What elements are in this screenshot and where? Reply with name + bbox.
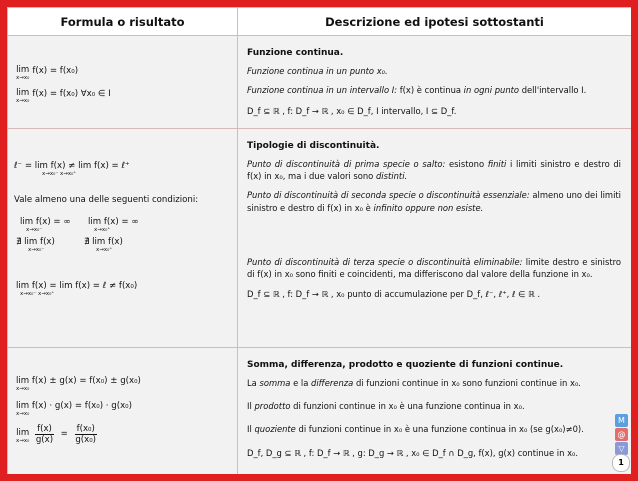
section-title: Somma, differenza, prodotto e quoziente di funzioni continue.	[247, 360, 564, 370]
formula-table	[7, 7, 631, 474]
formula-sum: lim f(x) ± g(x) = f(x₀) ± g(x₀) x→x₀	[16, 376, 141, 392]
formula-cell	[8, 129, 238, 348]
section-title: Funzione continua.	[247, 48, 344, 58]
download-icon[interactable]: ▽	[615, 442, 628, 455]
formula-cell	[8, 348, 238, 475]
formula-infinite-left: lim f(x) = ∞ x→x₀⁻	[20, 217, 71, 233]
description-cell	[238, 129, 632, 348]
formula-nonexistent-left: ∄ lim f(x) x→x₀⁻	[16, 237, 55, 253]
table-row	[8, 129, 632, 348]
hypotheses-text: D_f, D_g ⊆ ℝ , f: D_f → ℝ , g: D_g → ℝ , x₀ ∈ D_f ∩ D_g, f(x), g(x) continue in x₀.	[247, 447, 579, 458]
formula-jump: ℓ⁻ = lim f(x) ≠ lim f(x) = ℓ⁺ x→x₀⁻ x→x₀⁺	[14, 161, 130, 177]
description-cell	[238, 348, 632, 475]
mail-button[interactable]: M	[615, 414, 628, 427]
description-text: Funzione continua in un intervallo I: f(x) è continua in ogni punto dell'intervallo I.	[247, 85, 587, 96]
formula-removable: lim f(x) = lim f(x) = ℓ ≠ f(x₀) x→x₀⁻ x→x₀⁺	[16, 281, 138, 297]
formula-limit-point: lim x→x₀ f(x) = f(x₀)	[16, 65, 79, 81]
table-row	[8, 36, 632, 129]
condition-label: Vale almeno una delle seguenti condizioni:	[14, 195, 199, 205]
description-text: Il prodotto di funzioni continue in x₀ è una funzione continua in x₀.	[247, 401, 525, 412]
formula-quotient: lim x→x₀ $\frac{f(x)}{g(x)}$ = $\frac{\text{f(x₀)}}{\text{g(x₀)}}$	[16, 424, 97, 445]
formula-nonexistent-right: ∄ lim f(x) x→x₀⁺	[84, 237, 123, 253]
formula-infinite-right: lim f(x) = ∞ x→x₀⁺	[88, 217, 139, 233]
description-text: Punto di discontinuità di prima specie o salto: esistono finiti i limiti sinistro e destro di f(x) in x₀, ma i due valori sono distinti.	[247, 159, 621, 182]
description-text: La somma e la differenza di funzioni continue in x₀ sono funzioni continue in x₀.	[247, 378, 581, 388]
hypotheses-text: D_f ⊆ ℝ , f: D_f → ℝ , x₀ punto di accumulazione per D_f, ℓ⁻, ℓ⁺, ℓ ∈ ℝ .	[247, 289, 540, 300]
column-header-description: Descrizione ed ipotesi sottostanti	[238, 8, 632, 36]
formula-cell	[8, 36, 238, 129]
formula-limit-interval: lim x→x₀ f(x) = f(x₀) ∀x₀ ∈ I	[16, 88, 111, 104]
column-header-formula: Formula o risultato	[8, 8, 238, 36]
description-text: Funzione continua in un punto x₀.	[247, 66, 388, 76]
page-number-badge: 1	[612, 454, 630, 472]
section-title: Tipologie di discontinuità.	[247, 141, 380, 151]
description-text: Punto di discontinuità di terza specie o discontinuità eliminabile: limite destro e sinistro di f(x) in x₀ sono finiti e coincidenti, ma differiscono dal valore della funzione in x₀.	[247, 256, 622, 279]
page-frame	[7, 7, 631, 474]
description-cell	[238, 36, 632, 129]
description-text: Punto di discontinuità di seconda specie o discontinuità essenziale: almeno uno dei limiti sinistro e destro di f(x) in x₀ è infinito oppure non esiste.	[247, 190, 622, 213]
table-row	[8, 348, 632, 475]
formula-product: lim f(x) · g(x) = f(x₀) · g(x₀) x→x₀	[16, 401, 132, 417]
table-header-row	[8, 8, 632, 36]
hypotheses-text: D_f ⊆ ℝ , f: D_f → ℝ , x₀ ∈ D_f, I intervallo, I ⊆ D_f.	[247, 106, 457, 117]
description-text: Il quoziente di funzioni continue in x₀ è una funzione continua in x₀ (se g(x₀)≠0).	[247, 424, 584, 435]
at-button[interactable]: @	[615, 428, 628, 441]
